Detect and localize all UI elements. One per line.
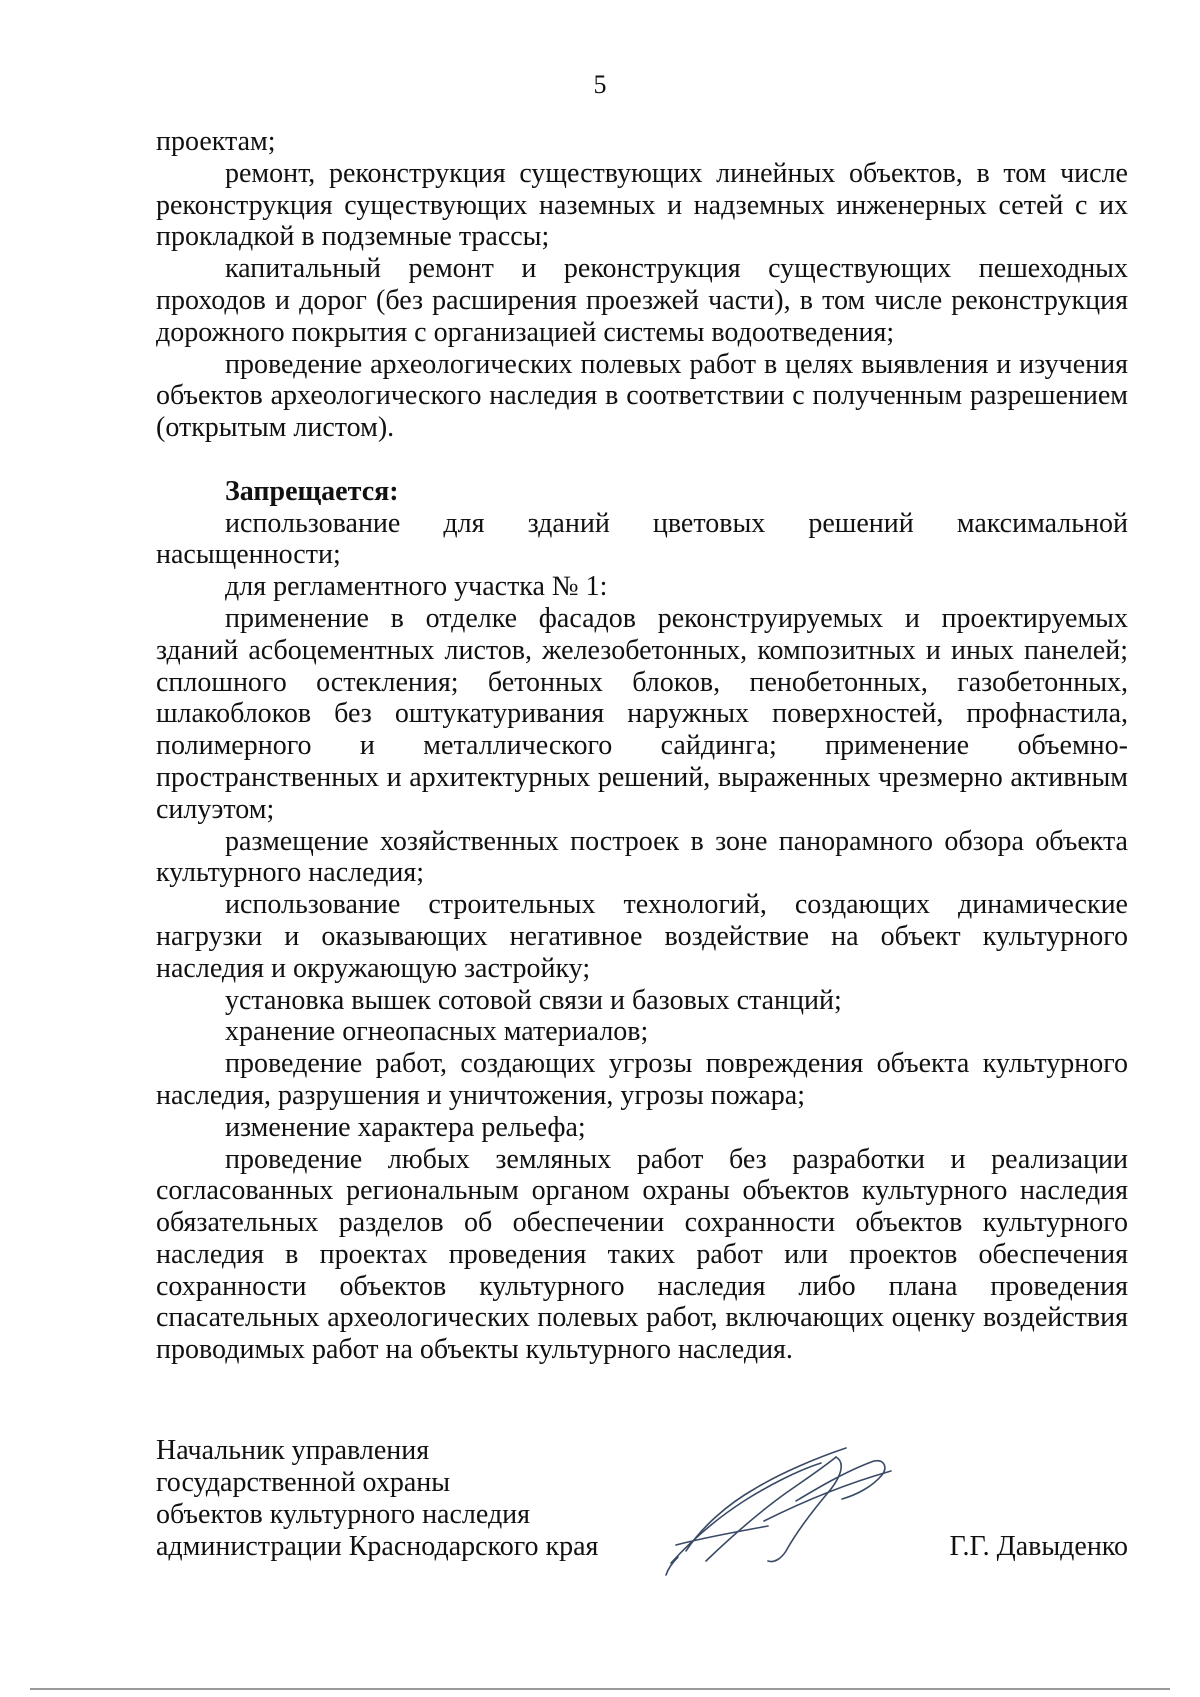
paragraph-archaeological-works: проведение археологических полевых работ в целях выявления и изучения объектов археологического наследия в соответствии с полученным разрешением (открытым листом).	[156, 348, 1128, 444]
signatory-title-line: администрации Краснодарского края	[156, 1531, 599, 1562]
paragraph-outbuildings: размещение хозяйственных построек в зоне панорамного обзора объекта культурного наследия;	[156, 825, 1128, 889]
paragraph-cell-towers: установка вышек сотовой связи и базовых станций;	[225, 984, 842, 1016]
signatory-name: Г.Г. Давыденко	[949, 1531, 1128, 1562]
signatory-title-line: Начальник управления	[156, 1435, 430, 1466]
section-heading-prohibited: Запрещается:	[225, 475, 399, 507]
paragraph-construction-technologies: использование строительных технологий, создающих динамические нагрузки и оказывающих негативное воздействие на объект культурного наследия и окружающую застройку;	[156, 889, 1128, 984]
document-body	[156, 126, 1128, 1366]
paragraph-damage-threats: проведение работ, создающих угрозы повреждения объекта культурного наследия, разрушения и уничтожения, угрозы пожара;	[156, 1048, 1128, 1111]
paragraph-color-solutions: использование для зданий цветовых решений максимальной насыщенности;	[156, 507, 1128, 571]
signatory-title-line: объектов культурного наследия	[156, 1499, 531, 1530]
paragraph-relief-change: изменение характера рельефа;	[225, 1111, 586, 1143]
handwritten-signature	[646, 1433, 906, 1583]
paragraph-earthworks: проведение любых земляных работ без разработки и реализации согласованных региональным органом охраны объектов культурного наследия обязательных разделов об обеспечении сохранности объектов культурного наследия в проектах проведения таких работ или проектов обеспечения сохранности объектов культурного наследия либо плана проведения спасательных археологических полевых работ, включающих оценку воздействия проводимых работ на объекты культурного наследия.	[156, 1143, 1128, 1366]
signature-block	[156, 1435, 1128, 1585]
paragraph-roads-repair: капитальный ремонт и реконструкция существующих пешеходных проходов и дорог (без расширения проезжей части), в том числе реконструкция дорожного покрытия с организацией системы водоотведения;	[156, 253, 1128, 348]
signatory-title-line: государственной охраны	[156, 1467, 451, 1498]
bottom-divider	[30, 1688, 1170, 1690]
paragraph-facade-materials: применение в отделке фасадов реконструируемых и проектируемых зданий асбоцементных листов, железобетонных, композитных и иных панелей; сплошного остекления; бетонных блоков, пенобетонных, газобетонных, шлакоблоков без оштукатуривания наружных поверхностей, профнастила, полимерного и металлического сайдинга; применение объемно-пространственных и архитектурных решений, выраженных чрезмерно активным силуэтом;	[156, 602, 1128, 825]
paragraph-flammable-storage: хранение огнеопасных материалов;	[225, 1016, 649, 1048]
paragraph-site-1: для регламентного участка № 1:	[225, 571, 608, 603]
paragraph-continuation: проектам;	[156, 126, 276, 157]
page-number: 5	[593, 70, 607, 99]
paragraph-linear-objects-repair: ремонт, реконструкция существующих линейных объектов, в том числе реконструкция существующих наземных и надземных инженерных сетей с их прокладкой в подземные трассы;	[156, 157, 1128, 253]
